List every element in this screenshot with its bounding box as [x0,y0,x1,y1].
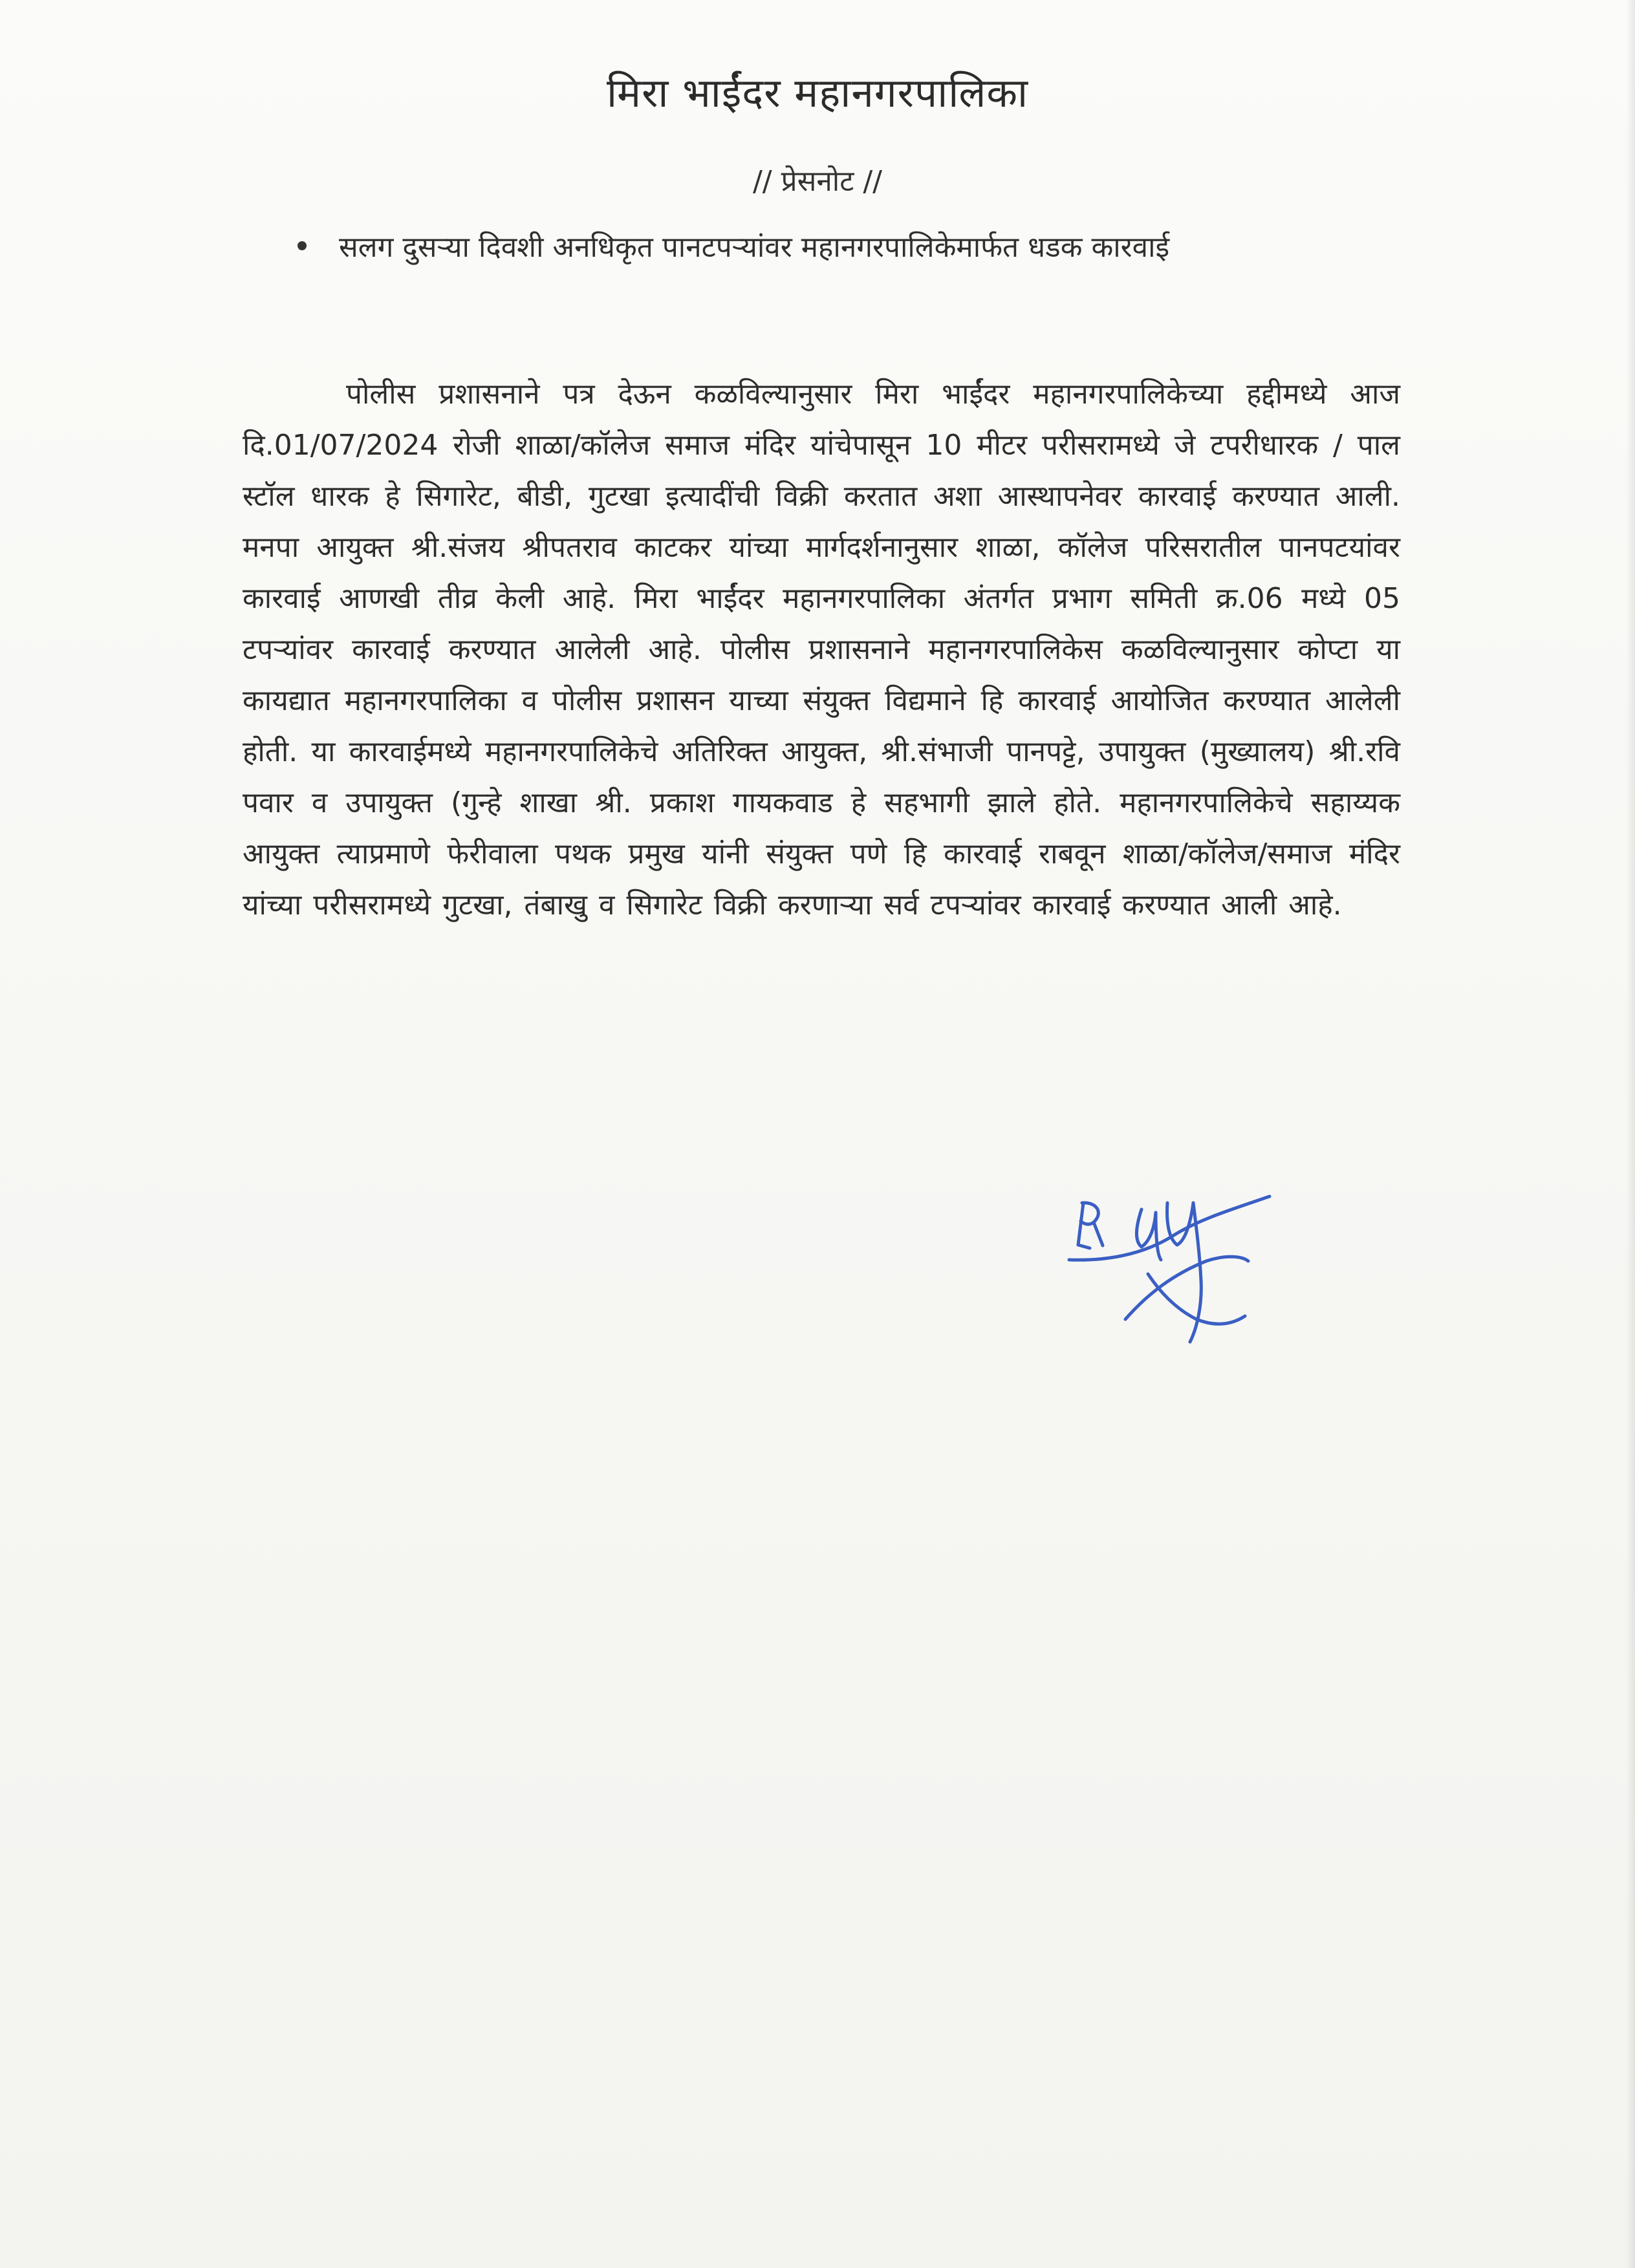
bullet-icon [298,241,307,250]
signature-icon [1064,1183,1277,1352]
press-note-label: // प्रेसनोट // [752,165,883,198]
organization-title: मिरा भाईंदर महानगरपालिका [606,69,1029,116]
page-edge-shadow [1626,0,1635,2268]
headline: सलग दुसऱ्या दिवशी अनधिकृत पानटपऱ्यांवर महानगरपालिकेमार्फत धडक कारवाई [339,231,1170,264]
headline-row [298,226,1410,265]
body-paragraph: पोलीस प्रशासनाने पत्र देऊन कळविल्यानुसार मिरा भाईंदर महानगरपालिकेच्या हद्दीमध्ये आज दि.01/07/2024 रोजी शाळा/कॉलेज समाज मंदिर यांचेपासून 10 मीटर परीसरामध्ये जे टपरीधारक / पाल स्टॉल धारक हे सिगारेट, बीडी, गुटखा इत्यादींची विक्री करतात अशा आस्थापनेवर कारवाई करण्यात आली. मनपा आयुक्त श्री.संजय श्रीपतराव काटकर यांच्या मार्गदर्शनानुसार शाळा, कॉलेज परिसरातील पानपटयांवर कारवाई आणखी तीव्र केली आहे. मिरा भाईंदर महानगरपालिका अंतर्गत प्रभाग समिती क्र.06 मध्ये 05 टपऱ्यांवर कारवाई करण्यात आलेली आहे. पोलीस प्रशासनाने महानगरपालिकेस कळविल्यानुसार कोप्टा या कायद्यात महानगरपालिका व पोलीस प्रशासन याच्या संयुक्त विद्यमाने हि कारवाई आयोजित करण्यात आलेली होती. या कारवाईमध्ये महानगरपालिकेचे अतिरिक्त आयुक्त, श्री.संभाजी पानपट्टे, उपायुक्त (मुख्यालय) श्री.रवि पवार व उपायुक्त (गुन्हे शाखा श्री. प्रकाश गायकवाड हे सहभागी झाले होते. महानगरपालिकेचे सहाय्यक आयुक्त त्याप्रमाणे फेरीवाला पथक प्रमुख यांनी संयुक्त पणे हि कारवाई राबवून शाळा/कॉलेज/समाज मंदिर यांच्या परीसरामध्ये गुटखा, तंबाखु व सिगारेट विक्री करणाऱ्या सर्व टपऱ्यांवर कारवाई करण्यात आली आहे. [243,378,1400,922]
